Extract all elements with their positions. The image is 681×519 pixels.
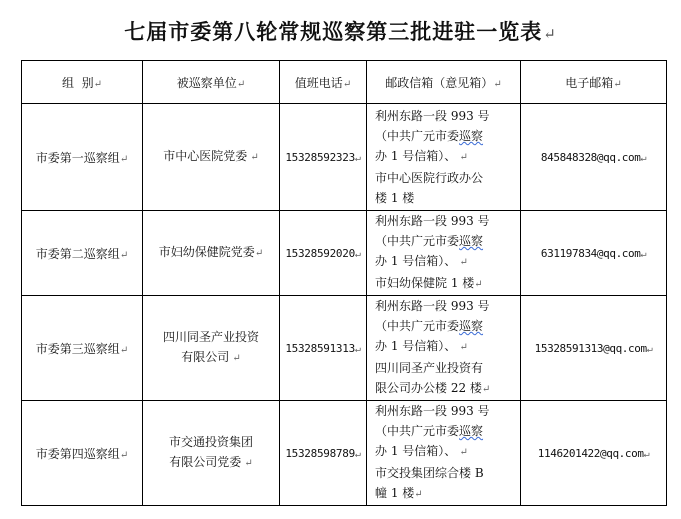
mailbox-cell: 利州东路一段 993 号 （中共广元市委巡察 办 1 号信箱）、 ↵ 市中心医院行政办公 楼 1 楼: [367, 104, 521, 211]
email-link[interactable]: 1146201422@qq.com↵: [521, 401, 667, 506]
unit-cell: 市中心医院党委 ↵: [143, 104, 280, 211]
table-row: [22, 211, 667, 296]
spellcheck-underline: 巡察: [459, 234, 484, 248]
header-row: [22, 61, 667, 104]
group-cell: 市委第三巡察组↵: [22, 296, 143, 401]
header-unit: 被巡察单位↵: [143, 61, 280, 104]
group-cell: 市委第四巡察组↵: [22, 401, 143, 506]
spellcheck-underline: 巡察: [459, 129, 484, 143]
table-row: [22, 104, 667, 211]
unit-cell: 市交通投资集团 有限公司党委 ↵: [143, 401, 280, 506]
mailbox-cell: 利州东路一段 993 号 （中共广元市委巡察 办 1 号信箱）、 ↵ 四川同圣产业投资有 限公司办公楼 22 楼↵: [367, 296, 521, 401]
paragraph-mark: ↵: [543, 25, 557, 43]
page-title: 七届市委第八轮常规巡察第三批进驻一览表↵: [124, 19, 557, 44]
group-cell: 市委第一巡察组↵: [22, 104, 143, 211]
phone-cell: 15328592323↵: [280, 104, 367, 211]
header-phone: 值班电话↵: [280, 61, 367, 104]
table-row: [22, 296, 667, 401]
mailbox-cell: 利州东路一段 993 号 （中共广元市委巡察 办 1 号信箱）、 ↵ 市妇幼保健院 1 楼↵: [367, 211, 521, 296]
mailbox-cell: 利州东路一段 993 号 （中共广元市委巡察 办 1 号信箱）、 ↵ 市交投集团综合楼 B 幢 1 楼↵: [367, 401, 521, 506]
unit-cell: 市妇幼保健院党委↵: [143, 211, 280, 296]
email-link[interactable]: 631197834@qq.com↵: [521, 211, 667, 296]
spellcheck-underline: 巡察: [459, 319, 484, 333]
header-mailbox: 邮政信箱（意见箱）↵: [367, 61, 521, 104]
unit-cell: 四川同圣产业投资 有限公司 ↵: [143, 296, 280, 401]
email-link[interactable]: 15328591313@qq.com↵: [521, 296, 667, 401]
spellcheck-underline: 巡察: [459, 424, 484, 438]
phone-cell: 15328592020↵: [280, 211, 367, 296]
table-row: [22, 401, 667, 506]
email-link[interactable]: 845848328@qq.com↵: [521, 104, 667, 211]
header-email: 电子邮箱↵: [521, 61, 667, 104]
phone-cell: 15328591313↵: [280, 296, 367, 401]
header-group: 组 别↵: [22, 61, 143, 104]
group-cell: 市委第二巡察组↵: [22, 211, 143, 296]
phone-cell: 15328598789↵: [280, 401, 367, 506]
inspection-table: [21, 60, 667, 506]
